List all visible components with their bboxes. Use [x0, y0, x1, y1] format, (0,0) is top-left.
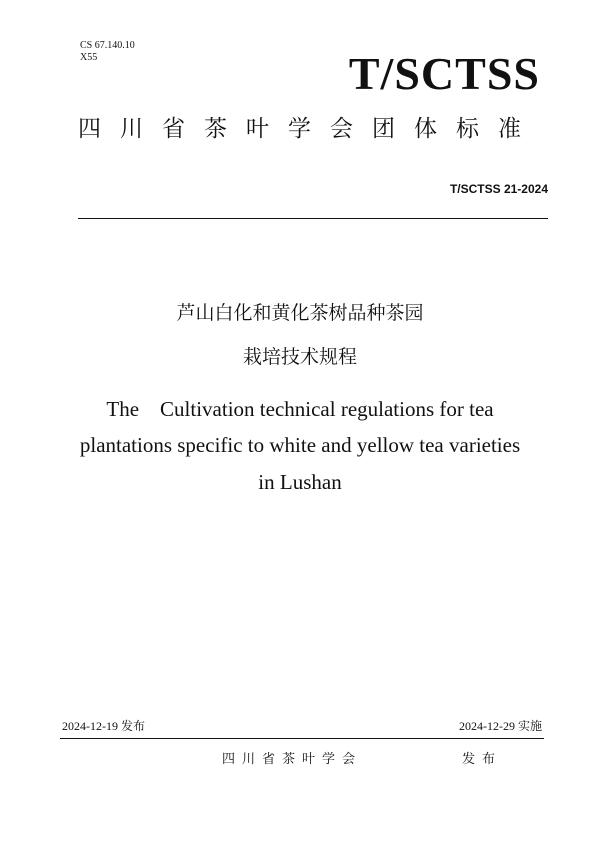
- issue-date-block: [62, 717, 145, 734]
- header-divider: [78, 218, 548, 219]
- ics-code: CS 67.140.10: [80, 40, 135, 51]
- standard-brand: T/SCTSS: [348, 48, 540, 99]
- en-title-line-3: in Lushan: [258, 470, 342, 494]
- issue-label: 发布: [121, 719, 146, 733]
- publisher-name: 四川省茶叶学会: [222, 752, 363, 767]
- organization-title: 四川省茶叶学会团体标准: [78, 116, 540, 142]
- implement-date: 2024-12-29: [458, 719, 515, 733]
- classification-codes: [80, 40, 135, 64]
- issue-date: 2024-12-19: [62, 719, 118, 733]
- en-title-line-1: The Cultivation technical regulations for tea: [106, 397, 494, 421]
- footer-divider: [60, 738, 544, 739]
- implement-date-block: [459, 717, 542, 734]
- cn-title-line-1: 芦山白化和黄化茶树品种茶园: [176, 302, 424, 324]
- standard-number: T/SCTSS 21-2024: [449, 182, 548, 196]
- ccs-code: X55: [80, 52, 98, 63]
- implement-label: 实施: [517, 719, 542, 733]
- cn-title-line-2: 栽培技术规程: [242, 346, 357, 368]
- publish-label: 发布: [462, 752, 503, 767]
- en-title-line-2: plantations specific to white and yellow tea varieties: [79, 433, 521, 457]
